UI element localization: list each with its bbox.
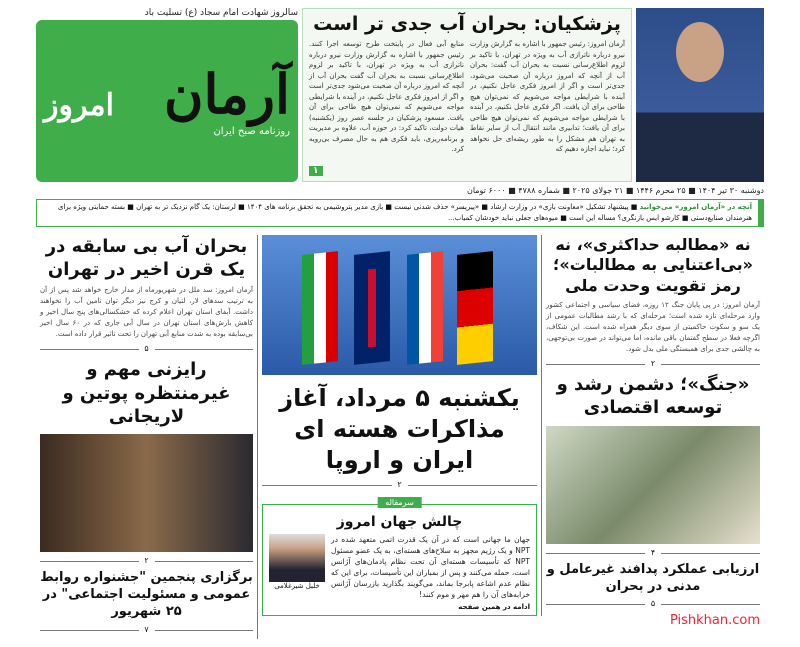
separator bbox=[40, 556, 253, 566]
page-number: ۴ bbox=[645, 548, 661, 557]
lead-story[interactable] bbox=[302, 8, 632, 182]
separator bbox=[40, 344, 253, 354]
header bbox=[36, 8, 764, 182]
story-body: آرمان امروز: سد ملل در شهریورماه از مدار خارج خواهد شد پس از آن به ترتیب سدهای لار، لتیان و کرج نیز دیگر توان تامین آب را نخواهند داشت. آبفای استان تهران اعلام کرده که خشکسالی‌های پنج سال اخیر و کاهش بارش‌های استان تهران در سال آبی جاری که در ۶۰ سال اخیر بی‌سابقه بوده به شدت منابع آبی تهران را تحت تاثیر قرار داده است. bbox=[40, 286, 254, 339]
lead-photo bbox=[636, 8, 764, 182]
ticker-label: آنچه در «آرمان امروز» می‌خوانید bbox=[639, 202, 752, 211]
page-number: ۷ bbox=[139, 625, 155, 634]
separator bbox=[546, 548, 760, 558]
editorial-title[interactable]: چالش جهان امروز bbox=[336, 514, 463, 531]
center-column bbox=[258, 235, 542, 617]
photo-dollar-soldiers bbox=[546, 426, 760, 544]
date-line: دوشنبه ۳۰ تیر ۱۴۰۴ ■ ۲۵ محرم ۱۴۴۶ ■ ۲۱ جولای ۲۰۲۵ ■ شماره ۴۷۸۸ ■ ۶۰۰۰ تومان bbox=[466, 185, 764, 195]
news-ticker[interactable] bbox=[36, 199, 764, 227]
separator bbox=[262, 480, 537, 490]
headline-national-unity[interactable]: نه «مطالبه حداکثری»، نه «بی‌اعتنایی به مطالبات»؛ رمز تقویت وحدت ملی bbox=[553, 234, 753, 296]
editorial-box[interactable] bbox=[262, 498, 537, 616]
photo-putin-larijani bbox=[40, 434, 253, 552]
editorial-tag: سرمقاله bbox=[377, 497, 422, 508]
headline-pr-festival[interactable]: برگزاری پنجمین "جشنواره روابط عمومی و مسئولیت اجتماعی" در ۲۵ شهریور bbox=[40, 570, 253, 620]
separator bbox=[546, 599, 760, 609]
editorial-body: جهان ما جهانی است که در آن یک قدرت اتمی متعهد شده در NPT و یک رژیم مجهز به سلاح‌های هسته‌ای، به یک عضو مسئول NPT که تأسیسات هسته‌ای آن تحت نظام پادمان‌های آژانس است، حمله می‌کنند و پس از بمباران این تأسیسات، برای این که نظام عدم اشاعه پابرجا بماند، می‌گویند بگذارید بازرسان آژانس خرابه‌های آن را هم مهر و موم کنند! bbox=[331, 535, 530, 600]
headline-water-crisis[interactable]: بحران آب بی سابقه در یک قرن اخیر در تهران bbox=[45, 235, 248, 280]
page-number: ۲ bbox=[392, 480, 408, 489]
separator bbox=[40, 625, 253, 635]
main-headline[interactable]: یکشنبه ۵ مرداد، آغاز مذاکرات هسته ای ایران و اروپا bbox=[279, 383, 520, 474]
right-column bbox=[542, 235, 764, 629]
page-number: ۵ bbox=[645, 599, 661, 608]
columns bbox=[36, 235, 764, 640]
page-number: ۵ bbox=[139, 344, 155, 353]
left-column bbox=[36, 235, 258, 640]
continued-link[interactable]: ادامه در همین صفحه bbox=[458, 603, 530, 612]
lead-body-col2: منابع آبی فعال در پایتخت طرح توسعه اجرا کنند. رئیس جمهور با اشاره به گزارش وزارت نیرو درباره ناترازی آب به ویژه در تهران، با تاکید بر لزوم اطلاع‌رسانی نسبت به بحران آب گفت بحران آب از آنچه که امروز درباره آن صحبت می‌شود جدی‌تر است و اگر از امروز فکری عاجل نکنیم، در آینده با شرایطی مواجه می‌شویم که نمی‌توان هیچ طاحی برای آن یافت. مسعود پزشکیان در جلسه عصر روز (یکشنبه) هیات دولت، تاکید کرد: در حوزه آب، علاوه بر مدیریت و برنامه‌ریزی، باید فکری هم به حال مصرف بی‌رویه کرد. bbox=[309, 40, 464, 153]
headline-civil-defense[interactable]: ارزیابی عملکرد پدافند غیرعامل و مدنی در بحران bbox=[546, 561, 760, 594]
masthead-tagline: سالروز شهادت امام سجاد (ع) تسلیت باد bbox=[144, 8, 298, 18]
page-number: ۲ bbox=[645, 359, 661, 368]
author-photo bbox=[269, 534, 325, 582]
ticker-items: ■ پیشنهاد تشکیل «معاونت بازی» در وزارت ارشاد ■ «پیرپسر» حذف شدنی نیست ■ بازی مدیر پتروشیمی به تحقق برنامه های ۱۴۰۴ ■ لرستان: یک گام نزدیک تر به تهران ■ بسته حمایتی ویژه برای هنرمندان صنایع‌دستی ■ کارشو ایس بازنگری؟ مساله این است ■ میوه‌های جعلی نباید خودشان کمیاب... bbox=[57, 202, 752, 222]
separator bbox=[546, 359, 760, 369]
headline-war-economy[interactable]: «جنگ»؛ دشمن رشد و توسعه اقتصادی bbox=[556, 373, 750, 419]
masthead bbox=[36, 8, 298, 182]
logo-main: آرمان bbox=[163, 61, 290, 126]
masthead-logo-panel bbox=[36, 20, 298, 182]
photo-flags bbox=[262, 235, 537, 375]
headline-putin-larijani[interactable]: رایزنی مهم و غیرمنتظره پوتین و لاریجانی bbox=[62, 359, 231, 428]
page-ref: ۱ bbox=[309, 166, 323, 176]
watermark: Pishkhan.com bbox=[669, 613, 760, 629]
author-name: خلیل شیرغلامی bbox=[274, 582, 320, 591]
logo-sub: امروز bbox=[44, 87, 114, 123]
logo-tagline: روزنامه صبح ایران bbox=[213, 125, 290, 137]
page-number: ۲ bbox=[139, 556, 155, 565]
lead-body-col1: آرمان امروز: رئیس جمهور با اشاره به گزارش وزارت نیرو درباره ناترازی آب به ویژه در تهران، با تاکید بر لزوم اطلاع‌رسانی نسبت به بحران آب گفت: بحران آب از آنچه که امروز درباره آن صحبت می‌شود، جدی‌تر است و اگر از امروز فکری عاجل نکنیم، در آینده با شرایطی مواجه می‌شویم که نمی‌توان هیچ طاحی برای آن یافت. اگر فکری عاجل نکنیم، در آینده با شرایطی مواجه می‌شویم که نمی‌توان هیچ طاحی برای آن یافت؛ تدابیری مانند انتقال آب از سایر نقاط به تهران هم مشکل را به طور ریشه‌ای حل نخواهد کرد؛ نباید اجازه دهیم که bbox=[470, 40, 625, 153]
lead-headline[interactable]: پزشکیان: بحران آب جدی تر است bbox=[313, 13, 621, 35]
story-body: آرمان امروز: در پی پایان جنگ ۱۲ روزه، فضای سیاسی و اجتماعی کشور وارد مرحله‌ای تازه شده است؛ مرحله‌ای که با رشد مطالبات عمومی از یک سو و سکوت حاکمیتی از سوی دیگر همراه شده است. این شکاف، اگرچه فعلا در سطح گفتمان باقی مانده، اما می‌تواند در صورت بی‌توجهی، به چالشی جدی برای همبستگی ملی بدل شود. bbox=[546, 300, 760, 353]
